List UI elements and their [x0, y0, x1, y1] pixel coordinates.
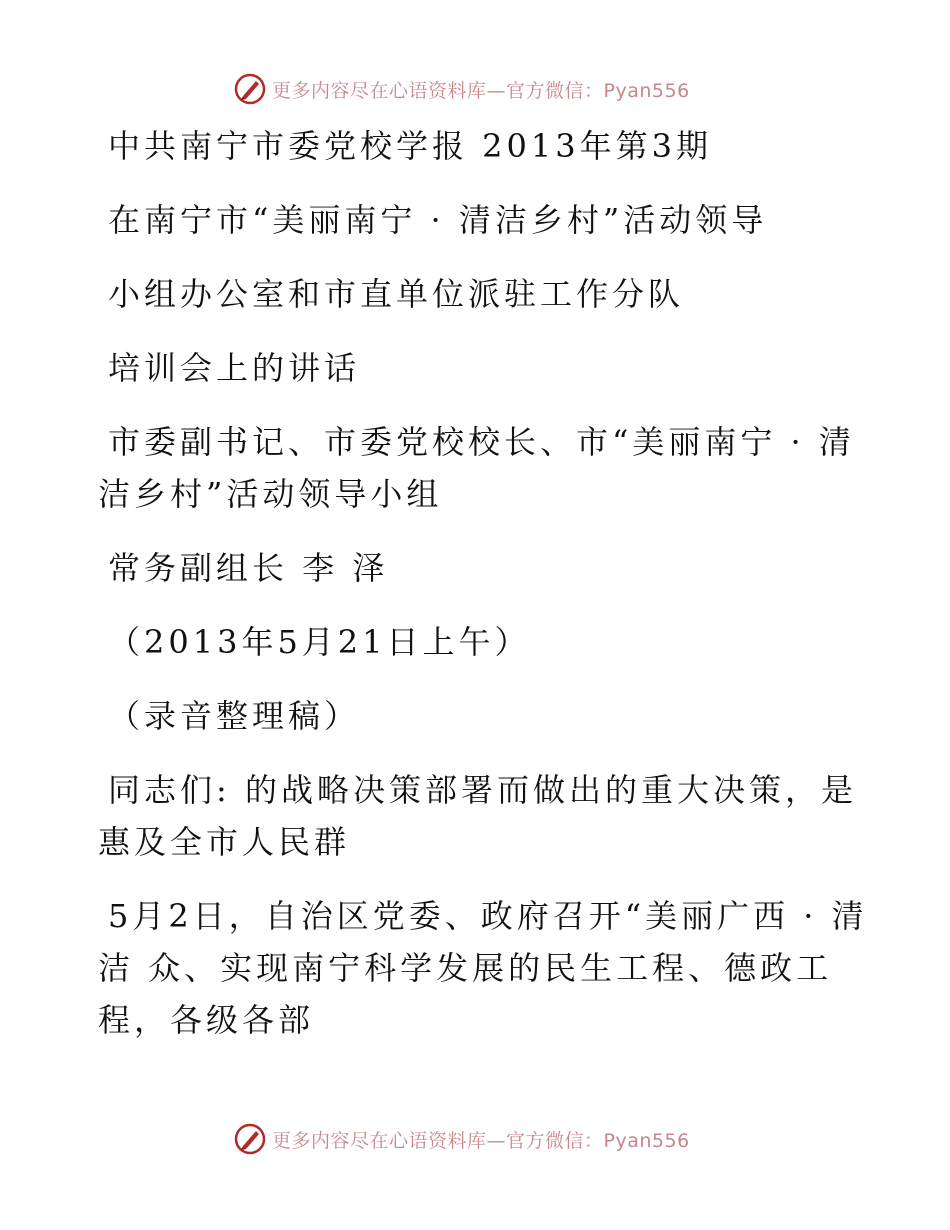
pen-logo-icon	[234, 1123, 266, 1155]
body-paragraph-2-line-1: 5月2日，自治区党委、政府召开“美丽广西 · 清	[108, 897, 868, 935]
body-paragraph-1-line-1: 同志们: 的战略决策部署而做出的重大决策，是	[108, 771, 857, 809]
body-paragraph-1-line-2: 惠及全市人民群	[98, 823, 351, 861]
speaker-position-line-1: 市委副书记、市委党校校长、市“美丽南宁 · 清	[108, 423, 855, 461]
watermark-footer	[234, 1122, 690, 1156]
journal-line: 中共南宁市委党校学报 2013年第3期	[108, 127, 712, 165]
watermark-text: 更多内容尽在心语资料库—官方微信：Pyan556	[272, 1129, 690, 1152]
watermark-header	[234, 72, 690, 106]
title-line-2: 小组办公室和市直单位派驻工作分队	[108, 275, 685, 313]
transcript-note: （录音整理稿）	[108, 697, 361, 735]
speaker-position-line-2: 洁乡村”活动领导小组	[98, 475, 443, 513]
title-line-1: 在南宁市“美丽南宁 · 清洁乡村”活动领导	[108, 201, 768, 239]
title-line-3: 培训会上的讲话	[108, 349, 361, 387]
body-paragraph-2-line-2: 洁 众、实现南宁科学发展的民生工程、德政工	[98, 949, 833, 987]
watermark-text: 更多内容尽在心语资料库—官方微信：Pyan556	[272, 79, 690, 102]
document-body	[98, 120, 868, 1046]
date-line: （2013年5月21日上午）	[108, 623, 531, 661]
body-paragraph-2-line-3: 程，各级各部	[98, 1001, 315, 1039]
speaker-name-line: 常务副组长 李 泽	[108, 549, 389, 587]
pen-logo-icon	[234, 73, 266, 105]
